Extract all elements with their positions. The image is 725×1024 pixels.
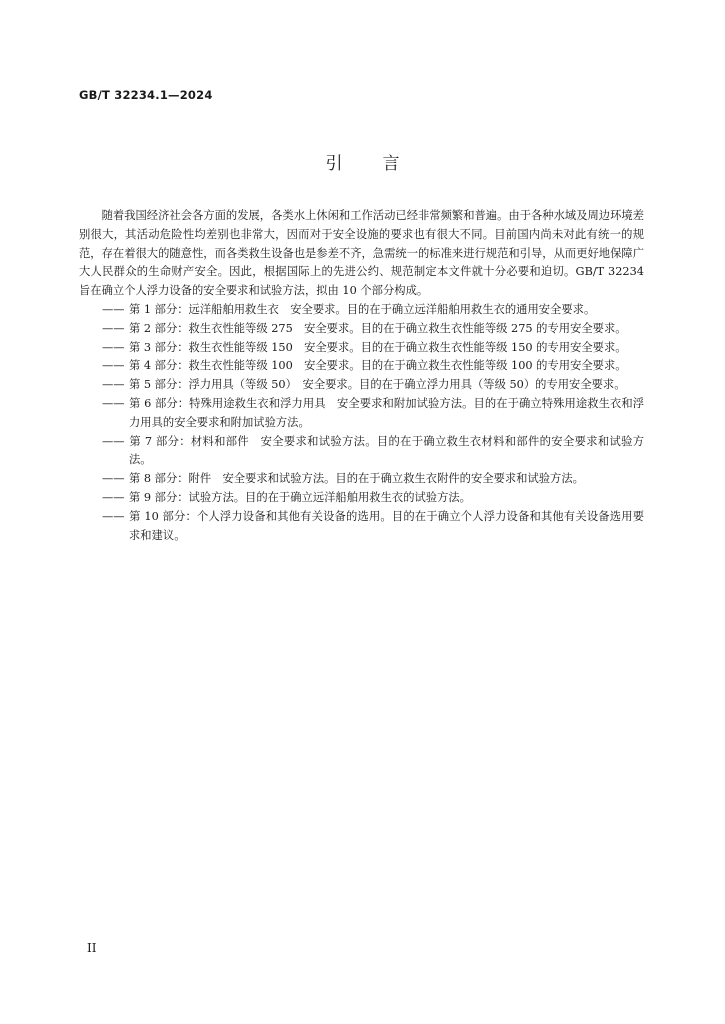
list-item	[79, 395, 644, 433]
list-dash: ——	[102, 302, 125, 316]
standard-code-header: GB/T 32234.1—2024	[79, 88, 213, 102]
page-number: II	[87, 941, 97, 955]
list-item	[79, 301, 644, 320]
list-dash: ——	[102, 340, 125, 354]
list-item-text: 第 8 部分：附件 安全要求和试验方法。目的在于确立救生衣附件的安全要求和试验方法。	[129, 472, 584, 486]
list-item	[79, 508, 644, 546]
list-dash: ——	[102, 378, 125, 392]
list-item-text: 第 5 部分：浮力用具（等级 50） 安全要求。目的在于确立浮力用具（等级 50）的专用安全要求。	[129, 378, 626, 392]
list-dash: ——	[102, 359, 125, 373]
intro-paragraph: 随着我国经济社会各方面的发展，各类水上休闲和工作活动已经非常频繁和普遍。由于各种水域及周边环境差别很大，其活动危险性均差别也非常大，因而对于安全设施的要求也有很大不同。目前国内尚未对此有统一的规范，存在着很大的随意性，而各类救生设备也是参差不齐，急需统一的标准来进行规范和引导，从而更好地保障广大人民群众的生命财产安全。因此，根据国际上的先进公约、规范制定本文件就十分必要和迫切。GB/T 32234 旨在确立个人浮力设备的安全要求和试验方法，拟由 10 个部分构成。	[79, 209, 644, 298]
list-item	[79, 357, 644, 376]
list-dash: ——	[102, 321, 125, 335]
list-item-text: 第 2 部分：救生衣性能等级 275 安全要求。目的在于确立救生衣性能等级 275 的专用安全要求。	[129, 321, 627, 335]
list-item-text: 第 9 部分：试验方法。目的在于确立远洋船舶用救生衣的试验方法。	[129, 490, 471, 504]
list-dash: ——	[102, 472, 125, 486]
list-dash: ——	[102, 509, 125, 523]
list-item	[79, 470, 644, 489]
list-dash: ——	[102, 490, 125, 504]
parts-list	[79, 301, 644, 545]
list-item-text: 第 10 部分：个人浮力设备和其他有关设备的选用。目的在于确立个人浮力设备和其他有关设备选用要求和建议。	[129, 509, 644, 542]
document-body	[79, 207, 644, 545]
list-item	[79, 433, 644, 471]
section-title: 引言	[325, 154, 440, 174]
list-item	[79, 320, 644, 339]
list-item-text: 第 4 部分：救生衣性能等级 100 安全要求。目的在于确立救生衣性能等级 100 的专用安全要求。	[129, 359, 627, 373]
list-dash: ——	[102, 396, 125, 410]
list-item	[79, 376, 644, 395]
list-item-text: 第 1 部分：远洋船舶用救生衣 安全要求。目的在于确立远洋船舶用救生衣的通用安全要求。	[129, 302, 596, 316]
list-dash: ——	[102, 434, 125, 448]
list-item	[79, 489, 644, 508]
list-item-text: 第 7 部分：材料和部件 安全要求和试验方法。目的在于确立救生衣材料和部件的安全要求和试验方法。	[129, 434, 644, 467]
list-item-text: 第 3 部分：救生衣性能等级 150 安全要求。目的在于确立救生衣性能等级 150 的专用安全要求。	[129, 340, 627, 354]
list-item	[79, 339, 644, 358]
list-item-text: 第 6 部分：特殊用途救生衣和浮力用具 安全要求和附加试验方法。目的在于确立特殊用途救生衣和浮力用具的安全要求和附加试验方法。	[129, 396, 644, 429]
